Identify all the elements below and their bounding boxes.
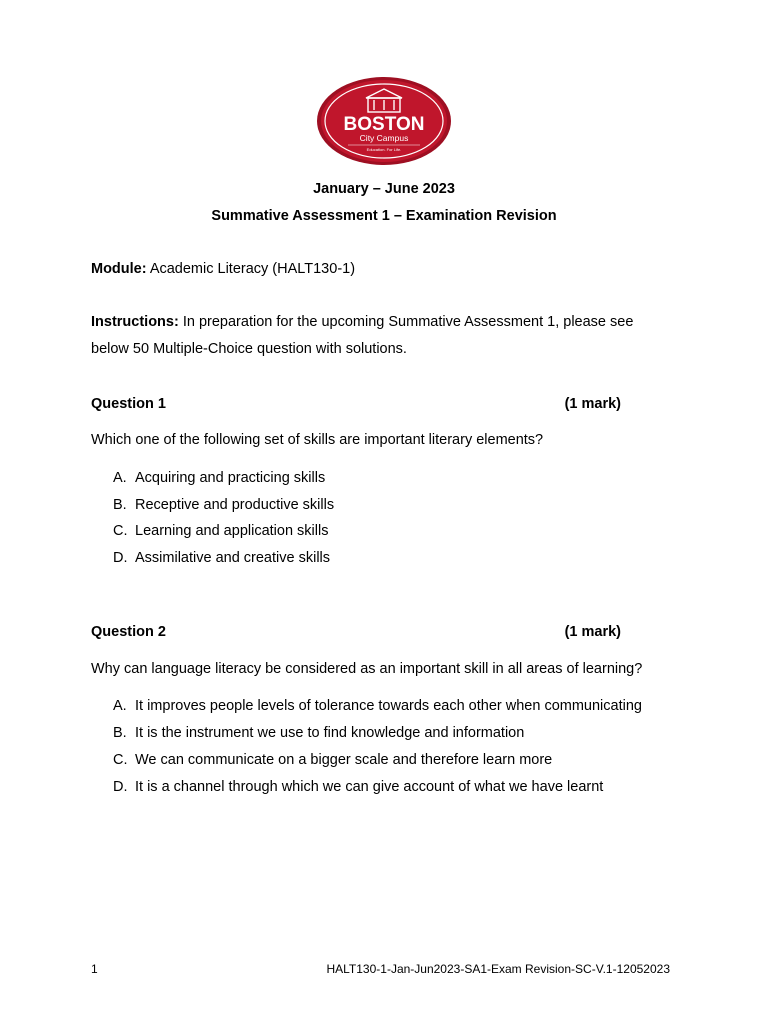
question-1-option-d [113, 550, 330, 566]
question-2-option-d [113, 779, 603, 795]
boston-city-campus-logo [316, 76, 452, 166]
instructions-text-1: In preparation for the upcoming Summative Assessment 1, please see [182, 314, 634, 330]
assessment-title: Summative Assessment 1 – Examination Revision [211, 208, 557, 224]
option-text: It is a channel through which we can give account of what we have learnt [135, 779, 604, 795]
question-2-option-b [113, 725, 524, 741]
option-text: Receptive and productive skills [135, 497, 335, 513]
page-number: 1 [91, 962, 98, 976]
logo-sub: City Campus [359, 133, 409, 143]
question-1-title: Question 1 [91, 396, 166, 412]
option-text: It is the instrument we use to find knowledge and information [135, 725, 525, 741]
term-heading: January – June 2023 [313, 181, 455, 197]
instructions-label: Instructions: [91, 314, 179, 330]
module-line [91, 256, 355, 283]
question-1-header [91, 396, 621, 412]
option-text: Acquiring and practicing skills [135, 470, 326, 486]
option-letter: A. [113, 698, 127, 714]
question-2-option-c [113, 752, 552, 768]
instructions-line-1 [91, 309, 633, 336]
question-1-option-c [113, 523, 328, 539]
question-2-header [91, 624, 621, 640]
option-letter: A. [113, 470, 127, 486]
module-label: Module: [91, 261, 147, 277]
option-letter: C. [113, 523, 128, 539]
logo-tagline: Education. For Life. [366, 147, 402, 152]
option-letter: D. [113, 779, 128, 795]
question-2-title: Question 2 [91, 624, 166, 640]
question-2-mark: (1 mark) [564, 624, 621, 640]
option-letter: D. [113, 550, 128, 566]
question-1-mark: (1 mark) [564, 396, 621, 412]
question-2-text: Why can language literacy be considered as an important skill in all areas of learning? [91, 661, 643, 677]
logo-name: BOSTON [343, 114, 425, 135]
instructions-line-2: below 50 Multiple-Choice question with solutions. [91, 341, 407, 357]
option-text: Learning and application skills [135, 523, 329, 539]
option-text: We can communicate on a bigger scale and therefore learn more [135, 752, 553, 768]
document-code: HALT130-1-Jan-Jun2023-SA1-Exam Revision-SC-V.1-12052023 [326, 962, 670, 976]
question-1-option-b [113, 497, 334, 513]
option-letter: B. [113, 725, 127, 741]
option-text: Assimilative and creative skills [135, 550, 331, 566]
module-value: Academic Literacy (HALT130-1) [149, 261, 356, 277]
question-1-option-a [113, 470, 325, 486]
question-1-text: Which one of the following set of skills are important literary elements? [91, 432, 544, 448]
option-letter: B. [113, 497, 127, 513]
question-2-option-a [113, 698, 642, 714]
option-text: It improves people levels of tolerance towards each other when communicating [135, 698, 642, 714]
option-letter: C. [113, 752, 128, 768]
